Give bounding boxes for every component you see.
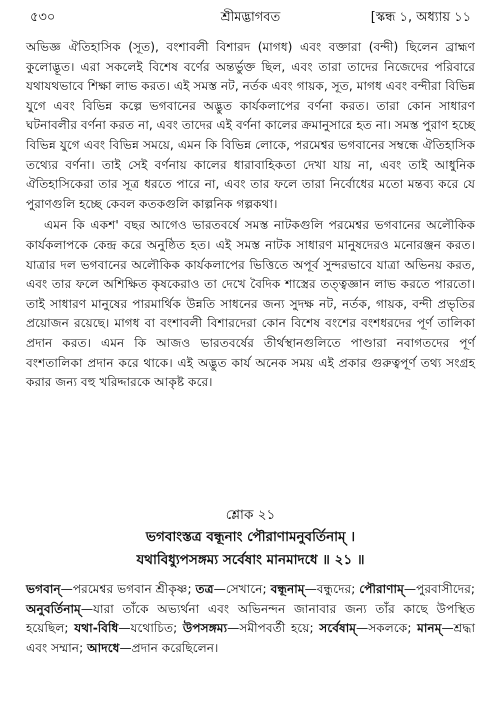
synonym-meaning: —সকলকে; xyxy=(356,621,418,636)
synonym-term: সর্বেষাম্ xyxy=(319,621,357,636)
synonym-meaning: —সেখানে; xyxy=(213,582,271,596)
verse-line: যথাবিধ্যুপসঙ্গম্য সর্বেষাং মানমাদধে ॥ ২১ ॥ xyxy=(136,552,365,568)
page-header xyxy=(26,8,475,28)
paragraph: অভিজ্ঞ ঐতিহাসিক (সূত), বংশাবলী বিশারদ (মাগধ) এবং বক্তারা (বন্দী) ছিলেন ব্রাহ্মণ কুলোদ্ভূত। এরা সকলেই বিশেষ বর্ণের অন্তর্ভুক্ত ছিল, এবং তারা তাদের নিজেদের পরিবারে যথাযথভাবে শিক্ষা লাভ করত। এই সমস্ত নট, নর্তক এবং গায়ক, সূত, মাগধ এবং বন্দীরা বিভিন্ন যুগে এবং বিভিন্ন কল্পে ভগবানের অদ্ভুত কার্যকলাপের বর্ণনা করত। তারা কোন সাধারণ ঘটনাবলীর বর্ণনা করত না, এবং তাদের এই বর্ণনা কালের ক্রমানুসারে হত না। সমস্ত পুরাণ হচ্ছে বিভিন্ন যুগে এবং বিভিন্ন সময়ে, এমন কি বিভিন্ন লোকে, পরমেশ্বর ভগবানের সম্বন্ধে ঐতিহাসিক তথ্যের বর্ণনা। তাই সেই বর্ণনায় কালের ধারাবাহিকতা দেখা যায় না, এবং তাই আধুনিক ঐতিহাসিকেরা তার সূত্র ধরতে পারে না, এবং তার ফলে তারা নির্বোধের মতো মন্তব্য করে যে পুরাণগুলি হচ্ছে কেবল কতকগুলি কাল্পনিক গল্পকথা। xyxy=(26,40,475,211)
synonym-term: বন্ধূনাম্ xyxy=(270,582,305,596)
verse-heading: শ্লোক ২১ xyxy=(225,507,276,523)
synonym-term: আদধে xyxy=(87,640,120,655)
purport-text xyxy=(26,38,475,393)
synonym-meaning: —পুরবাসীদের; xyxy=(403,582,476,596)
synonym-term: অনুবর্তিনাম্ xyxy=(26,601,81,616)
synonym-meaning: —যারা তাঁকে অভ্যর্থনা এবং অভিনন্দন জানাবার জন্য তাঁর কাছে উপস্থিত হয়েছিল; xyxy=(26,601,475,636)
verse-block xyxy=(26,504,475,572)
synonym-meaning: —বন্ধুদের; xyxy=(304,582,360,596)
page-number: ৫৩০ xyxy=(30,10,56,25)
synonym-meaning: —পরমেশ্বর ভগবান শ্রীকৃষ্ণ; xyxy=(60,582,196,596)
section-label: [স্কন্ধ ১, অধ্যায় ১১ xyxy=(370,10,471,25)
synonym-meaning: —যথোচিত; xyxy=(118,621,183,636)
synonym-meaning: —সমীপবর্তী হয়ে; xyxy=(227,621,320,636)
synonym-meaning: —শ্রদ্ধা এবং সম্মান; xyxy=(26,621,475,655)
verse-line: ভগবাংস্তত্র বন্ধূনাং পৌরাণামনুবর্তিনাম্ । xyxy=(145,529,356,545)
paragraph: এমন কি একশ' বছর আগেও ভারতবর্ষে সমস্ত নাটকগুলি পরমেশ্বর ভগবানের অলৌকিক কার্যকলাপকে কেন্দ্র করে অনুষ্ঠিত হত। এই সমস্ত নাটক সাধারণ মানুষদেরও মনোরঞ্জন করত। যাত্রার দল ভগবানের অলৌকিক কার্যকলাপের ভিত্তিতে অপূর্ব সুন্দরভাবে যাত্রা অভিনয় করত, এবং তার ফলে অশিক্ষিত কৃষকেরাও তা দেখে বৈদিক শাস্ত্রের তত্ত্বজ্ঞান লাভ করতে পারতো। তাই সাধারণ মানুষের পারমার্থিক উন্নতি সাধনের জন্য সুদক্ষ নট, নর্তক, গায়ক, বন্দী প্রভৃতির প্রয়োজন রয়েছে। মাগধ বা বংশাবলী বিশারদেরা কোন বিশেষ বংশের বংশধরদের পূর্ণ তালিকা প্রদান করত। এমন কি আজও ভারতবর্ষের তীর্থস্থানগুলিতে পাণ্ডারা নবাগতদের পূর্ণ বংশতালিকা প্রদান করে থাকে। এই অদ্ভুত কার্য অনেক সময় এই প্রকার গুরুত্বপূর্ণ তথ্য সংগ্রহ করার জন্য বহু খরিদ্দারকে আকৃষ্ট করে। xyxy=(26,218,475,390)
synonym-term: যথা-বিধি xyxy=(74,621,119,636)
synonyms-text xyxy=(26,580,475,658)
synonym-term: তত্র xyxy=(195,582,214,596)
synonym-term: ভগবান্ xyxy=(26,582,61,596)
synonym-term: পৌরাণাম্ xyxy=(359,582,404,596)
synonym-term: উপসঙ্গম্য xyxy=(182,621,228,636)
synonym-meaning: —প্রদান করেছিলেন। xyxy=(119,640,219,655)
book-title: শ্রীমদ্ভাগবত xyxy=(220,10,281,25)
synonym-term: মানম্ xyxy=(417,621,442,636)
